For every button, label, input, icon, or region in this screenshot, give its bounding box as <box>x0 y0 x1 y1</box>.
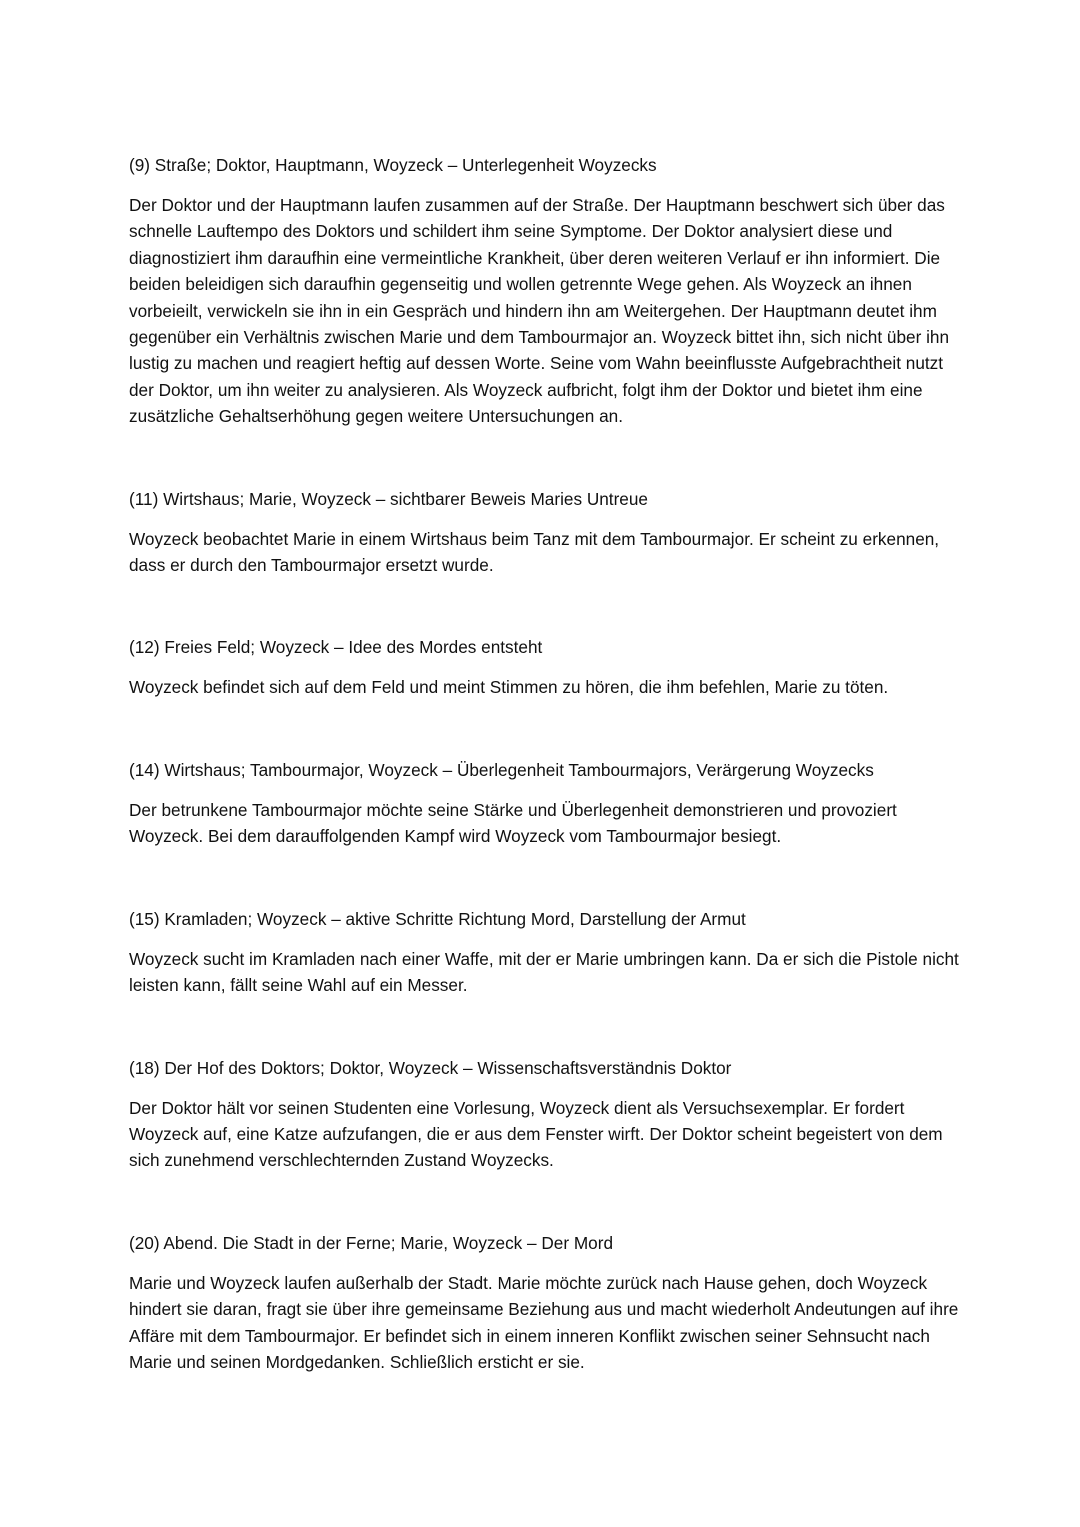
scene-heading: (20) Abend. Die Stadt in der Ferne; Marie, Woyzeck – Der Mord <box>129 1232 614 1253</box>
scene-11 <box>129 485 964 579</box>
scene-heading: (18) Der Hof des Doktors; Doktor, Woyzeck – Wissenschaftsverständnis Doktor <box>129 1057 732 1078</box>
scene-summary: Woyzeck sucht im Kramladen nach einer Waffe, mit der er Marie umbringen kann. Da er sich die Pistole nicht leisten kann, fällt seine Wahl auf ein Messer. <box>129 948 959 996</box>
scene-12 <box>129 633 964 700</box>
scene-heading: (14) Wirtshaus; Tambourmajor, Woyzeck – Überlegenheit Tambourmajors, Verärgerung Woyzecks <box>129 759 874 780</box>
scene-summary: Der Doktor und der Hauptmann laufen zusammen auf der Straße. Der Hauptmann beschwert sich über das schnelle Lauftempo des Doktors und schildert ihm seine Symptome. Der Doktor analysiert diese und diagnostiziert ihm daraufhin eine vermeintliche Krankheit, über deren weiteren Verlauf er ihn informiert. Die beiden beleidigen sich daraufhin gegenseitig und wollen getrennte Wege gehen. Als Woyzeck an ihnen vorbeieilt, verwickeln sie ihn in ein Gespräch und hindern ihn am Weitergehen. Der Hauptmann deutet ihm gegenüber ein Verhältnis zwischen Marie und dem Tambourmajor an. Woyzeck bittet ihn, sich nicht über ihn lustig zu machen und reagiert heftig auf dessen Worte. Seine vom Wahn beeinflusste Aufgebrachtheit nutzt der Doktor, um ihn weiter zu analysieren. Als Woyzeck aufbricht, folgt ihm der Doktor und bietet ihm eine zusätzliche Gehaltserhöhung gegen weitere Untersuchungen an. <box>129 195 950 427</box>
scene-heading: (12) Freies Feld; Woyzeck – Idee des Mordes entsteht <box>129 637 543 658</box>
scene-heading: (15) Kramladen; Woyzeck – aktive Schritte Richtung Mord, Darstellung der Armut <box>129 908 746 929</box>
scene-summary: Woyzeck beobachtet Marie in einem Wirtshaus beim Tanz mit dem Tambourmajor. Er scheint zu erkennen, dass er durch den Tambourmajor ersetzt wurde. <box>129 528 940 576</box>
scene-summary: Der Doktor hält vor seinen Studenten eine Vorlesung, Woyzeck dient als Versuchsexemplar. Er fordert Woyzeck auf, eine Katze aufzufangen, die er aus dem Fenster wirft. Der Doktor scheint begeistert von dem sich zunehmend verschlechternden Zustand Woyzecks. <box>129 1097 943 1171</box>
scene-9 <box>129 151 964 430</box>
scene-summary: Woyzeck befindet sich auf dem Feld und meint Stimmen zu hören, die ihm befehlen, Marie zu töten. <box>129 677 889 698</box>
scene-summary: Der betrunkene Tambourmajor möchte seine Stärke und Überlegenheit demonstrieren und provoziert Woyzeck. Bei dem darauffolgenden Kampf wird Woyzeck vom Tambourmajor besiegt. <box>129 799 897 847</box>
scene-14 <box>129 756 964 850</box>
scene-20 <box>129 1229 964 1376</box>
scene-15 <box>129 905 964 999</box>
document-content <box>129 151 964 1430</box>
scene-heading: (9) Straße; Doktor, Hauptmann, Woyzeck – Unterlegenheit Woyzecks <box>129 155 657 175</box>
scene-heading: (11) Wirtshaus; Marie, Woyzeck – sichtbarer Beweis Maries Untreue <box>129 488 648 509</box>
scene-18 <box>129 1054 964 1174</box>
scene-summary: Marie und Woyzeck laufen außerhalb der Stadt. Marie möchte zurück nach Hause gehen, doch Woyzeck hindert sie daran, fragt sie über ihre gemeinsame Beziehung aus und macht wiederholt Andeutungen auf ihre Affäre mit dem Tambourmajor. Er befindet sich in einem inneren Konflikt zwischen seiner Sehnsucht nach Marie und seinen Mordgedanken. Schließlich ersticht er sie. <box>129 1272 959 1372</box>
